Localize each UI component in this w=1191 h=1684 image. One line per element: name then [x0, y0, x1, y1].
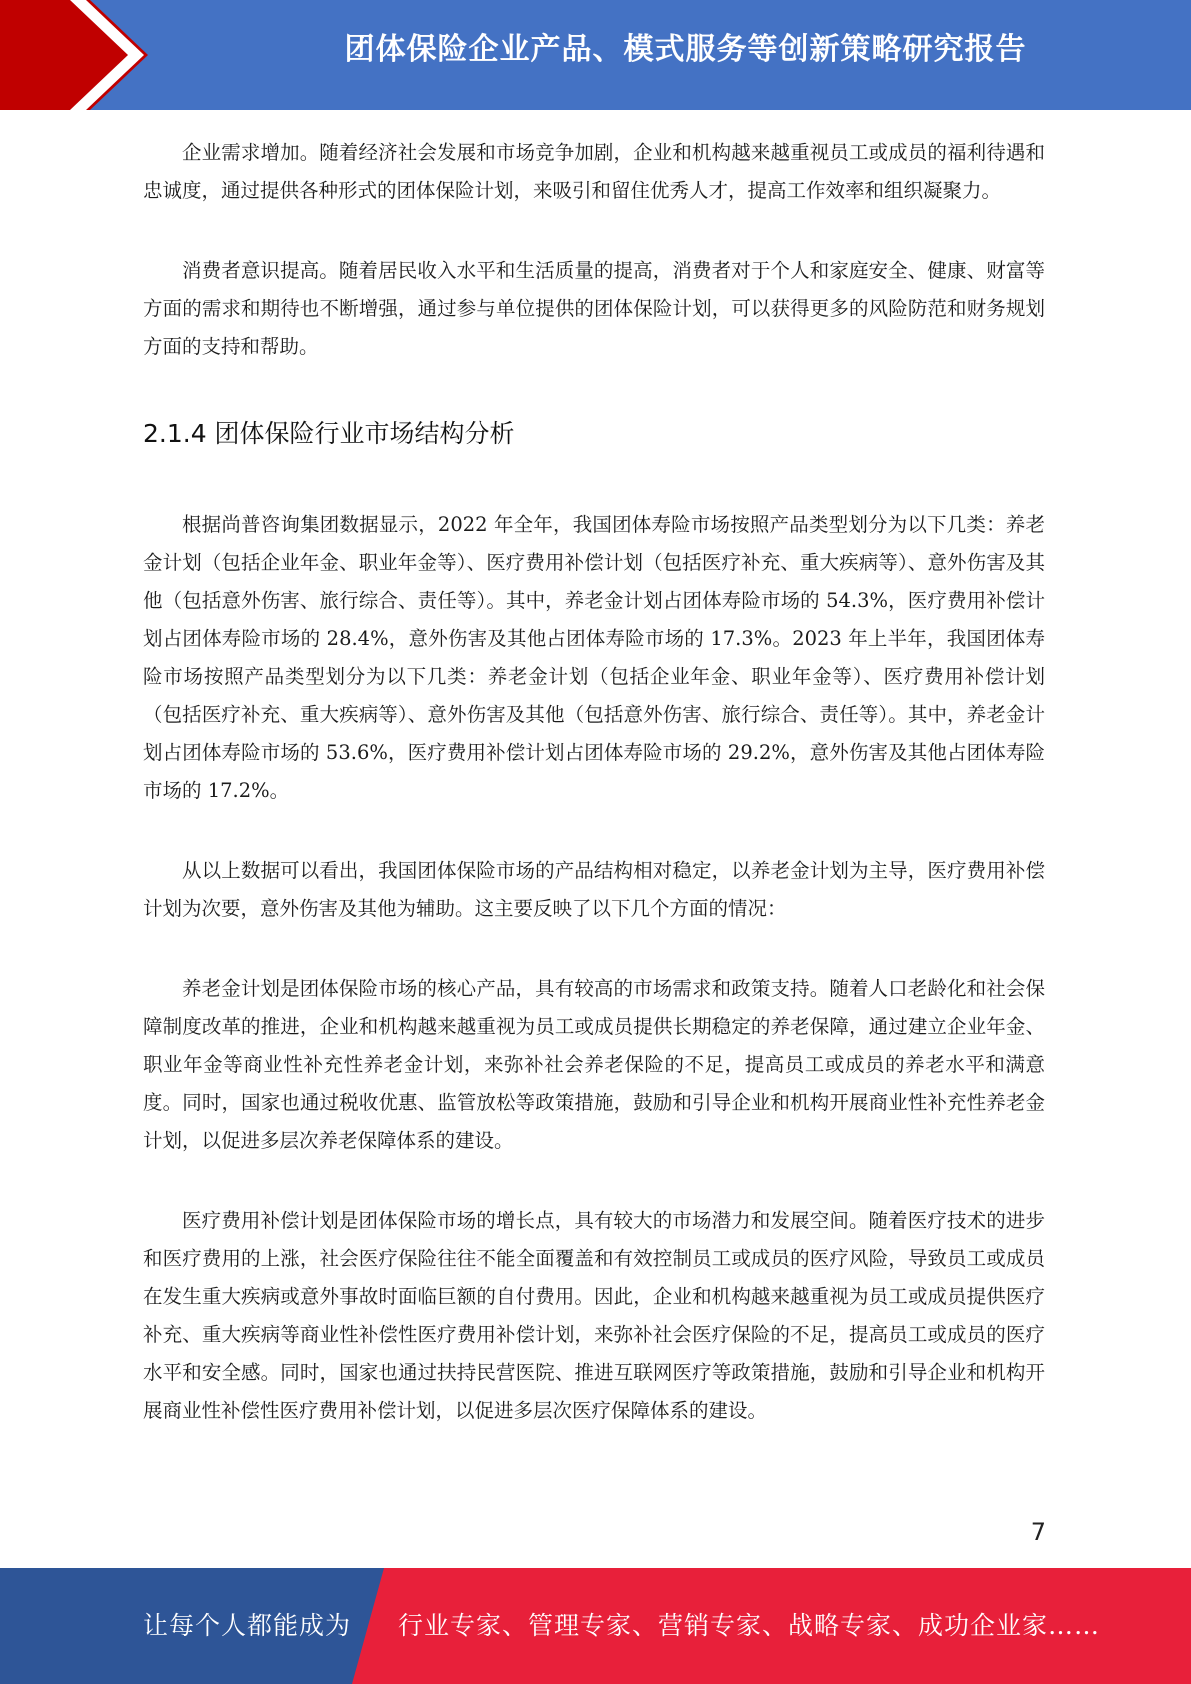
- paragraph: 企业需求增加。随着经济社会发展和市场竞争加剧，企业和机构越来越重视员工或成员的福利待遇和忠诚度，通过提供各种形式的团体保险计划，来吸引和留住优秀人才，提高工作效率和组织凝聚力。: [143, 141, 1045, 202]
- footer-slogan-left: 让每个人都能成为: [143, 1611, 352, 1640]
- page-header: [0, 0, 1191, 110]
- header-title: 团体保险企业产品、模式服务等创新策略研究报告: [344, 32, 1027, 67]
- section-heading: 2.1.4 团体保险行业市场结构分析: [143, 419, 515, 448]
- page-number: 7: [1030, 1518, 1046, 1546]
- footer-slogan-right: 行业专家、管理专家、营销专家、战略专家、成功企业家……: [398, 1611, 1101, 1640]
- document-body: [143, 134, 1045, 1430]
- page-footer: [0, 1568, 1191, 1684]
- header-arrow-icon: [0, 0, 160, 110]
- paragraph: 消费者意识提高。随着居民收入水平和生活质量的提高，消费者对于个人和家庭安全、健康、财富等方面的需求和期待也不断增强，通过参与单位提供的团体保险计划，可以获得更多的风险防范和财务规划方面的支持和帮助。: [143, 259, 1045, 358]
- paragraph: 根据尚普咨询集团数据显示，2022 年全年，我国团体寿险市场按照产品类型划分为以下几类：养老金计划（包括企业年金、职业年金等）、医疗费用补偿计划（包括医疗补充、重大疾病等）、意外伤害及其他（包括意外伤害、旅行综合、责任等）。其中，养老金计划占团体寿险市场的 54.3%，医疗费用补偿计划占团体寿险市场的 28.4%，意外伤害及其他占团体寿险市场的 17.3%。2023 年上半年，我国团体寿险市场按照产品类型划分为以下几类：养老金计划（包括企业年金、职业年金等）、医疗费用补偿计划（包括医疗补充、重大疾病等）、意外伤害及其他（包括意外伤害、旅行综合、责任等）。其中，养老金计划占团体寿险市场的 53.6%，医疗费用补偿计划占团体寿险市场的 29.2%，意外伤害及其他占团体寿险市场的 17.2%。: [143, 513, 1045, 802]
- paragraph: 医疗费用补偿计划是团体保险市场的增长点，具有较大的市场潜力和发展空间。随着医疗技术的进步和医疗费用的上涨，社会医疗保险往往不能全面覆盖和有效控制员工或成员的医疗风险，导致员工或成员在发生重大疾病或意外事故时面临巨额的自付费用。因此，企业和机构越来越重视为员工或成员提供医疗补充、重大疾病等商业性补偿性医疗费用补偿计划，来弥补社会医疗保险的不足，提高员工或成员的医疗水平和安全感。同时，国家也通过扶持民营医院、推进互联网医疗等政策措施，鼓励和引导企业和机构开展商业性补偿性医疗费用补偿计划，以促进多层次医疗保障体系的建设。: [143, 1209, 1045, 1422]
- paragraph: 从以上数据可以看出，我国团体保险市场的产品结构相对稳定，以养老金计划为主导，医疗费用补偿计划为次要，意外伤害及其他为辅助。这主要反映了以下几个方面的情况：: [143, 859, 1045, 920]
- paragraph: 养老金计划是团体保险市场的核心产品，具有较高的市场需求和政策支持。随着人口老龄化和社会保障制度改革的推进，企业和机构越来越重视为员工或成员提供长期稳定的养老保障，通过建立企业年金、职业年金等商业性补充性养老金计划，来弥补社会养老保险的不足，提高员工或成员的养老水平和满意度。同时，国家也通过税收优惠、监管放松等政策措施，鼓励和引导企业和机构开展商业性补充性养老金计划，以促进多层次养老保障体系的建设。: [143, 977, 1045, 1152]
